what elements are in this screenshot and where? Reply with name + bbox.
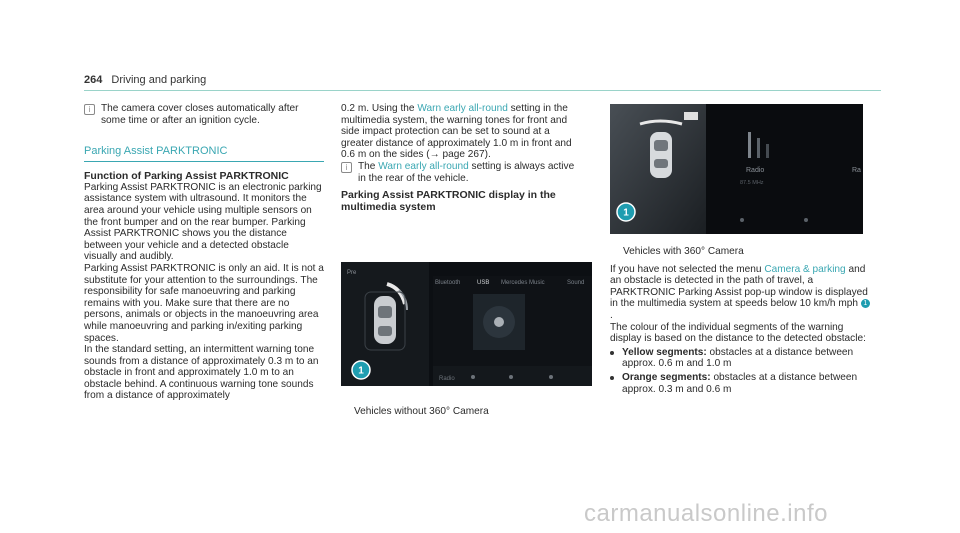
- page-header: [84, 74, 206, 86]
- bullet-yellow: Yellow segments: obstacles at a distance between approx. 0.6 m and 1.0 m: [610, 347, 872, 370]
- column-3: [610, 246, 872, 395]
- section-header: [84, 146, 324, 162]
- callout-1: 1: [358, 365, 364, 377]
- screen-tab: Bluetooth: [435, 280, 461, 286]
- camera-screen-illustration: [610, 104, 863, 234]
- info-icon: i: [341, 162, 352, 173]
- svg-text:Pre: Pre: [347, 270, 357, 276]
- callout-1-inline: 1: [861, 299, 870, 308]
- warn-early-link[interactable]: Warn early all-round: [417, 103, 508, 114]
- screen-tab: Mercedes Music: [501, 280, 545, 286]
- note-warn-always: i The Warn early all-round setting is always active in the rear of the vehicle.: [341, 161, 581, 184]
- watermark: carmanualsonline.info: [584, 500, 828, 527]
- section-rule: [84, 161, 324, 162]
- screen-tab: Sound: [567, 280, 585, 286]
- caption-without-360: Vehicles without 360° Camera: [354, 406, 489, 417]
- column-1: [84, 103, 324, 402]
- multimedia-screen-2: [610, 104, 863, 234]
- section-name: Driving and parking: [111, 74, 207, 86]
- parktronic-screen-illustration: [341, 262, 592, 386]
- colour-paragraph: The colour of the individual segments of the warning display is based on the distance to the detected obstacle:: [610, 321, 866, 345]
- callout-1: 1: [623, 207, 629, 219]
- svg-text:Radio: Radio: [439, 376, 455, 382]
- multimedia-screen-1: [341, 262, 592, 386]
- svg-text:Radio: Radio: [746, 167, 765, 174]
- warn-early-link[interactable]: Warn early all-round: [378, 160, 469, 172]
- warn-paragraph: 0.2 m. Using the Warn early all-round setting in the multimedia system, the warning tones for front and side impact protection can be set to sound at a greater distance of approximately 1.0 m in front and 0.6 m on the sides (→ page 267).: [341, 103, 572, 161]
- paragraph-2: Parking Assist PARKTRONIC is only an aid. It is not a substitute for your attention to the surroundings. The responsibility for safe manoeuvring and parking remains with you. Make sure that there are no persons, animals or objects in the manoeuvring area while manoeuvring and parking in/exiting parking spaces.: [84, 262, 324, 344]
- note-text: The camera cover closes automatically after some time or after an ignition cycle.: [101, 103, 299, 126]
- note-camera-cover: [84, 103, 324, 126]
- screen-tab: USB: [477, 280, 490, 286]
- section-title: Parking Assist PARKTRONIC: [84, 145, 228, 158]
- column-2: [341, 103, 581, 213]
- caption-with-360: Vehicles with 360° Camera: [623, 246, 744, 257]
- function-heading: Function of Parking Assist PARKTRONIC: [84, 169, 289, 182]
- paragraph-3: In the standard setting, an intermittent warning tone sounds from a distance of approximately 0.3 m to an obstacle in front and approximately 1.0 m to an obstacle behind. A continuous warning tone sounds from a distance of approximately: [84, 344, 319, 402]
- svg-text:Ra: Ra: [852, 167, 861, 174]
- bullet-orange: Orange segments: obstacles at a distance between approx. 0.3 m and 0.6 m: [610, 372, 872, 395]
- header-rule: [84, 90, 881, 91]
- camera-parking-link[interactable]: Camera & parking: [764, 263, 846, 275]
- info-icon: i: [84, 104, 95, 115]
- popup-paragraph: If you have not selected the menu Camera & parking and an obstacle is detected in the path of travel, a PARKTRONIC Parking Assist pop-up window is displayed in the multimedia system at speeds below 10 km/h mph 1.: [610, 263, 868, 321]
- svg-text:87.5 MHz: 87.5 MHz: [740, 180, 764, 186]
- display-heading: Parking Assist PARKTRONIC display in the multimedia system: [341, 189, 556, 214]
- page-number: 264: [84, 74, 103, 86]
- paragraph-1: Parking Assist PARKTRONIC is an electronic parking assistance system with ultrasound. It monitors the area around your vehicle using multiple sensors on the front bumper and on the rear bumper. Parking Assist PARKTRONIC shows you the distance between your vehicle and a detected obstacle visually and audibly.: [84, 181, 322, 263]
